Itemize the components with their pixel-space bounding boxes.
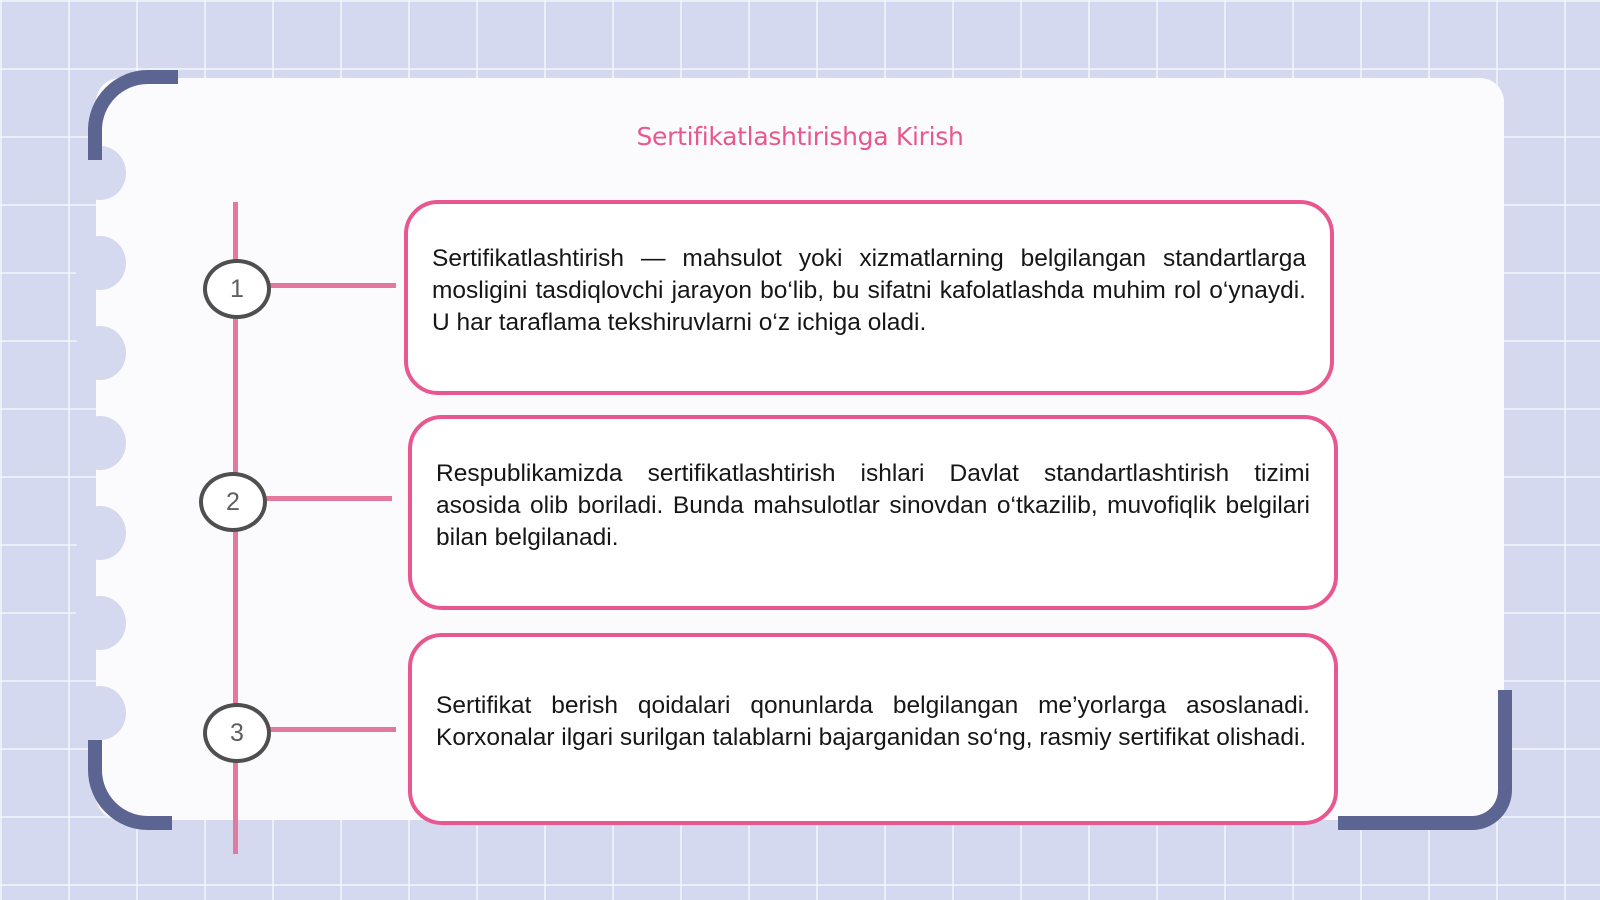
step-number-circle (199, 472, 267, 532)
scallop-edge (74, 686, 126, 740)
step-description: Sertifikatlashtirish — mahsulot yoki xizmatlarning belgilangan standartlarga mosligini tasdiqlovchi jarayon bo‘lib, bu sifatni kafolatlashda muhim rol o‘ynaydi. U har taraflama tekshiruvlarni o‘z ichiga oladi. (432, 244, 1306, 336)
corner-bracket-bottom-left (88, 740, 172, 830)
step-box (404, 200, 1334, 395)
slide-title: Sertifikatlashtirishga Kirish (636, 122, 964, 151)
step-number-circle (203, 703, 271, 763)
connector-line (262, 496, 392, 501)
scallop-edge (74, 236, 126, 290)
corner-bracket-bottom-right (1338, 690, 1512, 830)
step-box (408, 415, 1338, 610)
step-description: Respublikamizda sertifikatlashtirish ishlari Davlat standartlashtirish tizimi asosida olib boriladi. Bunda mahsulotlar sinovdan o‘tkazilib, muvofiqlik belgilari bilan belgilanadi. (436, 459, 1310, 551)
corner-bracket-top-left (88, 70, 178, 160)
scallop-edge (74, 596, 126, 650)
step-number: 3 (230, 718, 244, 747)
connector-line (266, 727, 396, 732)
step-number: 2 (226, 487, 240, 516)
connector-line (266, 283, 396, 288)
step-number-circle (203, 259, 271, 319)
scallop-edge (74, 506, 126, 560)
step-description: Sertifikat berish qoidalari qonunlarda belgilangan me’yorlarga asoslanadi. Korxonalar ilgari surilgan talablarni bajarganidan so‘ng, rasmiy sertifikat olishadi. (436, 692, 1310, 751)
scallop-edge (74, 416, 126, 470)
step-number: 1 (230, 274, 244, 303)
step-box (408, 633, 1338, 825)
scallop-edge (74, 326, 126, 380)
